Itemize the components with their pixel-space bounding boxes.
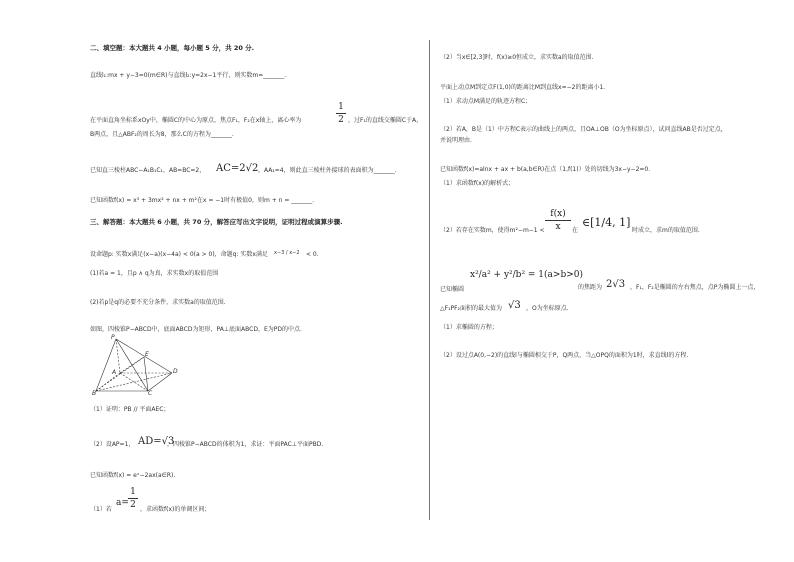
q14-frac-num: 1 xyxy=(338,102,344,112)
question-18-part1: （1）证明：PB // 平面AEC； xyxy=(90,406,170,413)
question-18-part2-start: （2）设AP=1， xyxy=(90,441,135,448)
q14-frac-den: 2 xyxy=(338,115,344,125)
label-A: A xyxy=(112,369,117,376)
question-18: 如图，四棱锥P−ABCD中，底面ABCD为矩形，PA⊥底面ABCD，E为PD的中点. xyxy=(90,326,302,333)
q21-fraction xyxy=(545,209,571,232)
label-D: D xyxy=(173,368,178,375)
q22-ellipse-equation: x²/a² + y²/b² = 1(a>b>0) xyxy=(470,270,583,280)
question-15-start: 已知直三棱柱ABC−A₁B₁C₁，AB=BC=2， xyxy=(90,167,206,174)
question-22-part2: （2）设过点A(0,−2)的直线l与椭圆相交于P，Q两点，当△OPQ的面积为1时，求直线l的方程. xyxy=(440,352,689,359)
question-17-part1: (1)若a = 1，且p ∧ q为真，求实数x的取值范围 xyxy=(90,270,219,277)
question-22-cont: ，F₁，F₂是椭圆的左右焦点，点P为椭圆上一点， xyxy=(630,284,760,291)
q21-frac-den: x xyxy=(555,222,561,232)
question-16: 已知函数f(x) = x³ + 3mx² + nx + m²在x = −1时有极值0，则m + n = _______. xyxy=(90,197,315,204)
q19-a-label: a= xyxy=(116,498,129,508)
question-14-line1-end: ，过F₁的直线交椭圆C于A， xyxy=(348,117,423,124)
q19-fraction xyxy=(128,487,138,510)
q19-frac-den: 2 xyxy=(130,500,136,510)
label-B: B xyxy=(92,390,97,397)
question-14-line2: B两点，且△ABF₂的周长为8，那么C的方程为_______. xyxy=(90,131,234,138)
question-22-line2: △F₁PF₂面积的最大值为 xyxy=(440,305,502,312)
question-21-part2-end: 时成立，求m的取值范围. xyxy=(632,227,700,234)
q21-interval: ∈[1/4, 1] xyxy=(582,216,631,229)
section-2-heading: 二、填空题：本大题共 4 小题，每小题 5 分，共 20 分. xyxy=(90,44,255,52)
question-21-part2-start: （2）若存在实数m，使得m²−m−1 < xyxy=(440,227,545,234)
label-C: C xyxy=(148,390,153,397)
question-20-part2: （2）若A，B是（1）中方程C表示的曲线上的两点，且OA⊥OB（O为坐标原点），试问直线AB是否过定点， xyxy=(440,126,727,133)
question-22-line2-end: ，O为坐标原点. xyxy=(526,305,569,312)
question-15-end: ，AA₁=4，则此直三棱柱外接球的表面积为_______. xyxy=(258,167,397,174)
q17-fraction: x−3 / x−2 xyxy=(274,250,300,256)
question-19-part2: （2）当x∈[2,3]时，f(x)≥0恒成立，求实数a的取值范围. xyxy=(440,54,594,61)
question-18-part2-end: ，四棱锥P−ABCD的体积为1，求证：平面PAC⊥平面PBD. xyxy=(167,441,324,448)
q18-math: AD=√3 xyxy=(138,436,175,447)
q22-max-value: √3 xyxy=(508,300,521,311)
question-19-part1-end: ，求函数f(x)的单调区间； xyxy=(140,506,211,513)
q22-focal-value: 2√3 xyxy=(606,279,626,290)
column-divider xyxy=(429,40,430,520)
question-19: 已知函数f(x) = eˣ−2ax(a∈R). xyxy=(90,472,176,479)
section-3-heading: 三、解答题：本大题共 6 小题，共 70 分，解答应写出文字说明，证明过程或演算步骤. xyxy=(90,218,343,226)
q14-fraction xyxy=(336,102,346,125)
label-P: P xyxy=(111,334,115,341)
question-22-part1: （1）求椭圆的方程； xyxy=(440,324,498,331)
question-17-end: < 0. xyxy=(306,251,319,258)
question-19-part1-start: （1）若 xyxy=(90,506,112,513)
q21-frac-num: f(x) xyxy=(550,209,566,219)
question-17: 设命题p: 实数x满足(x−a)(x−4a) < 0(a > 0)，命题q: 实数x满足 xyxy=(90,251,268,258)
question-22-start: 已知椭圆 xyxy=(440,286,465,293)
q22-focal-label: 的焦距为 xyxy=(578,284,603,291)
question-20-part2-cont: 并说明理由. xyxy=(440,137,472,144)
question-21-part1: （1）求函数f(x)的解析式； xyxy=(440,180,515,187)
question-20: 平面上动点M到定点F(1,0)的距离比M到直线x=−2的距离小1. xyxy=(440,84,606,91)
question-17-part2: (2)若p是q的必要不充分条件，求实数a的取值范围. xyxy=(90,299,226,306)
label-E: E xyxy=(145,351,149,358)
q15-math: AC=2√2 xyxy=(216,163,259,174)
q19-frac-num: 1 xyxy=(130,487,136,497)
q21-in: 在 xyxy=(572,227,579,234)
question-20-part1: （1）求动点M满足的轨迹方程C； xyxy=(440,98,532,105)
question-13: 直线l₁:mx + y−3=0(m∈R)与直线l₂:y=2x−1平行，则实数m=_______. xyxy=(90,72,287,79)
question-21: 已知函数f(x)=alnx + ax + b(a,b∈R)在点（1,f(1)）处的切线为3x−y−2=0. xyxy=(440,166,651,173)
question-14-line1: 在平面直角坐标系xOy中，椭圆C的中心为原点，焦点F₁，F₂在x轴上，离心率为 xyxy=(90,117,302,124)
